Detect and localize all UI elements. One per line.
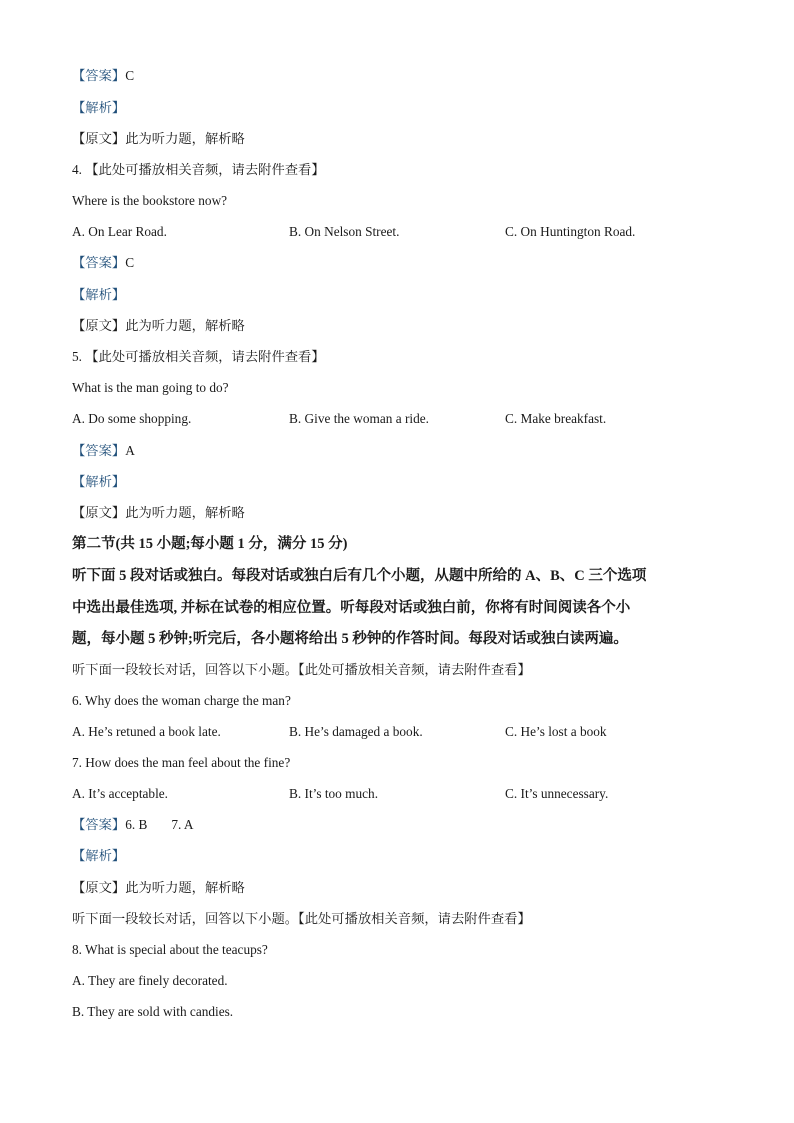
analysis-line <box>72 97 125 119</box>
original-label: 【原文】 <box>72 880 126 895</box>
q4-header[interactable]: 4. 【此处可播放相关音频，请去附件查看】 <box>72 162 325 177</box>
group1-intro[interactable]: 听下面一段较长对话，回答以下小题。【此处可播放相关音频，请去附件查看】 <box>72 662 531 677</box>
q5-answer-line <box>72 440 135 462</box>
answer-value: C <box>125 255 135 270</box>
q4-answer-line <box>72 252 134 274</box>
q5-header[interactable]: 5. 【此处可播放相关音频，请去附件查看】 <box>72 349 325 364</box>
section2-title: 第二节(共 15 小题;每小题 1 分，满分 15 分) <box>72 536 348 552</box>
q5-option-a: A. Do some shopping. <box>72 411 192 426</box>
group1-answer-line <box>72 814 194 836</box>
q4-option-c: C. On Huntington Road. <box>505 224 636 239</box>
q6-question: 6. Why does the woman charge the man? <box>72 693 291 708</box>
group1-analysis-line <box>72 845 125 867</box>
original-text: 此为听力题，解析略 <box>125 131 245 146</box>
answer-value: A <box>125 443 135 458</box>
q5-option-c: C. Make breakfast. <box>505 411 607 426</box>
analysis-label: 【解析】 <box>72 474 126 489</box>
q5-option-b: B. Give the woman a ride. <box>289 411 429 426</box>
answer-value: C <box>125 68 135 83</box>
q4-question: Where is the bookstore now? <box>72 193 228 208</box>
q7-option-b: B. It’s too much. <box>289 786 379 801</box>
q4-option-a: A. On Lear Road. <box>72 224 167 239</box>
original-text: 此为听力题，解析略 <box>125 318 245 333</box>
q7-option-c: C. It’s unnecessary. <box>505 786 609 801</box>
section2-instructions-2: 中选出最佳选项, 并标在试卷的相应位置。听每段对话或独白前，你将有时间阅读各个小 <box>72 600 631 616</box>
analysis-label: 【解析】 <box>72 848 126 863</box>
original-label: 【原文】 <box>72 318 126 333</box>
q4-analysis-line <box>72 284 125 306</box>
analysis-label: 【解析】 <box>72 287 126 302</box>
q6-option-c: C. He’s lost a book <box>505 724 607 739</box>
q4-option-b: B. On Nelson Street. <box>289 224 400 239</box>
q8-option-b: B. They are sold with candies. <box>72 1004 234 1019</box>
original-label: 【原文】 <box>72 505 126 520</box>
answer-value-1: 6. B <box>125 817 148 832</box>
answer-label: 【答案】 <box>72 255 126 270</box>
answer-value-2: 7. A <box>171 817 194 832</box>
analysis-label: 【解析】 <box>72 100 126 115</box>
section2-instructions-3: 题，每小题 5 秒钟;听完后，各小题将给出 5 秒钟的作答时间。每段对话或独白读两遍。 <box>72 631 628 647</box>
group1-original-line <box>72 877 245 899</box>
q8-option-a: A. They are finely decorated. <box>72 973 228 988</box>
q5-analysis-line <box>72 471 125 493</box>
q6-option-a: A. He’s retuned a book late. <box>72 724 221 739</box>
answer-label: 【答案】 <box>72 443 126 458</box>
answer-label: 【答案】 <box>72 68 126 83</box>
q7-question: 7. How does the man feel about the fine? <box>72 755 291 770</box>
answer-line <box>72 65 134 87</box>
q4-original-line <box>72 315 245 337</box>
original-label: 【原文】 <box>72 131 126 146</box>
original-text: 此为听力题，解析略 <box>125 880 245 895</box>
original-line <box>72 128 245 150</box>
group2-intro[interactable]: 听下面一段较长对话，回答以下小题。【此处可播放相关音频，请去附件查看】 <box>72 911 531 926</box>
answer-label: 【答案】 <box>72 817 126 832</box>
q5-question: What is the man going to do? <box>72 380 229 395</box>
q8-question: 8. What is special about the teacups? <box>72 942 268 957</box>
q5-original-line <box>72 502 245 524</box>
original-text: 此为听力题，解析略 <box>125 505 245 520</box>
q6-option-b: B. He’s damaged a book. <box>289 724 423 739</box>
q7-option-a: A. It’s acceptable. <box>72 786 168 801</box>
section2-instructions-1: 听下面 5 段对话或独白。每段对话或独白后有几个小题，从题中所给的 A、B、C 三个选项 <box>72 568 647 584</box>
